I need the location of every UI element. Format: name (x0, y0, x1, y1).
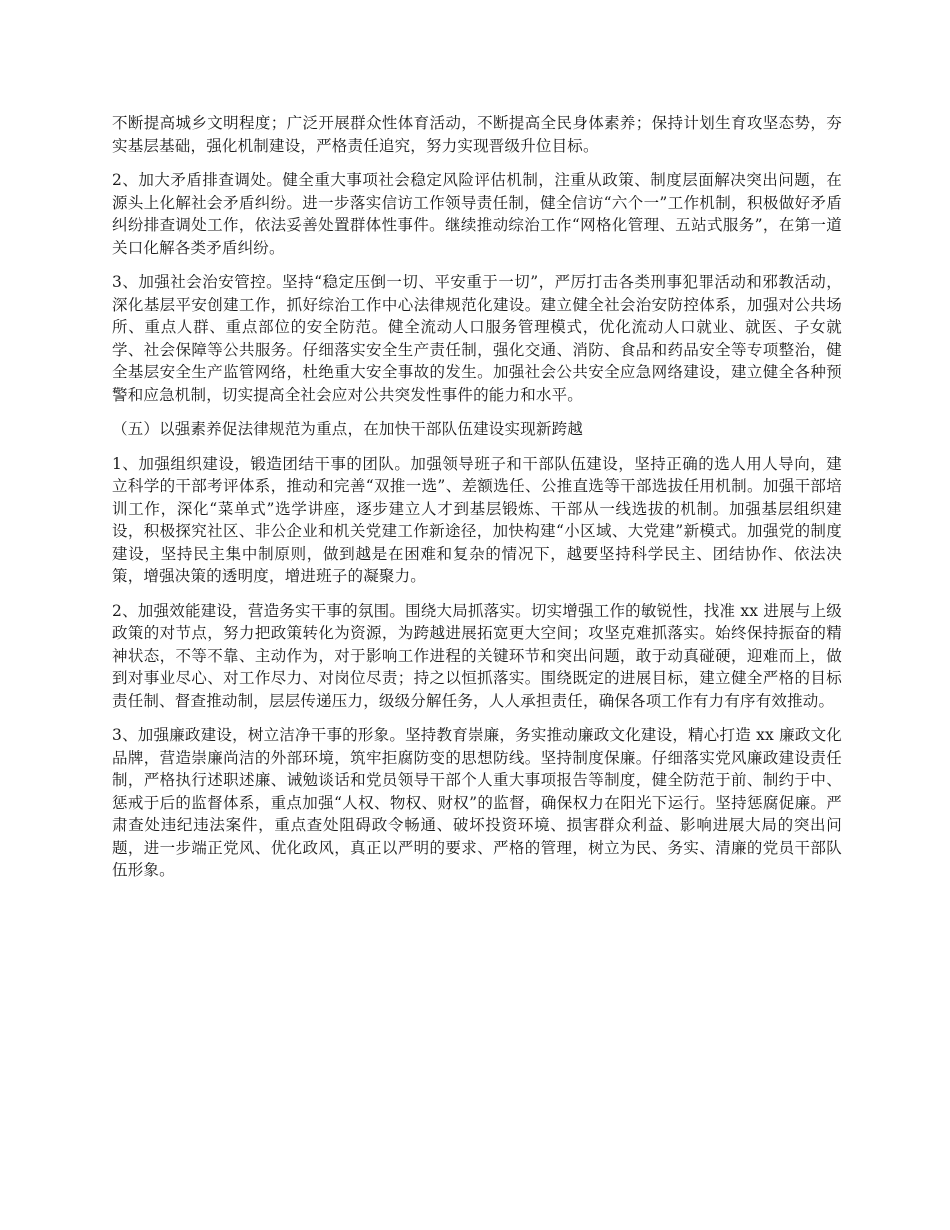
document-body (112, 112, 842, 894)
paragraph-3: 3、加强社会治安管控。坚持“稳定压倒一切、平安重于一切”，严厉打击各类刑事犯罪活动和邪教活动，深化基层平安创建工作，抓好综治工作中心法律规范化建设。建立健全社会治安防控体系，加强对公共场所、重点人群、重点部位的安全防范。健全流动人口服务管理模式，优化流动人口就业、就医、子女就学、社会保障等公共服务。仔细落实安全生产责任制，强化交通、消防、食品和药品安全等专项整治，健全基层安全生产监管网络，杜绝重大安全事故的发生。加强社会公共安全应急网络建设，建立健全各种预警和应急机制，切实提高全社会应对公共突发性事件的能力和水平。 (112, 273, 842, 404)
paragraph-2: 2、加大矛盾排查调处。健全重大事项社会稳定风险评估机制，注重从政策、制度层面解决突出问题，在源头上化解社会矛盾纠纷。进一步落实信访工作领导责任制，健全信访“六个一”工作机制，积极做好矛盾纠纷排查调处工作，依法妥善处置群体性事件。继续推动综治工作“网格化管理、五站式服务”，在第一道关口化解各类矛盾纠纷。 (112, 171, 842, 257)
paragraph-6: 2、加强效能建设，营造务实干事的氛围。围绕大局抓落实。切实增强工作的敏锐性，找准 xx 进展与上级政策的对节点，努力把政策转化为资源，为跨越进展拓宽更大空间；攻坚克难抓落实。始终保持振奋的精神状态，不等不靠、主动作为，对于影响工作进程的关键环节和突出问题，敢于动真碰硬，迎难而上，做到对事业尽心、对工作尽力、对岗位尽责；持之以恒抓落实。围绕既定的进展目标，建立健全严格的目标责任制、督查推动制，层层传递压力，级级分解任务，人人承担责任，确保各项工作有力有序有效推动。 (112, 601, 842, 710)
section-heading: （五）以强素养促法律规范为重点，在加快干部队伍建设实现新跨越 (112, 420, 584, 438)
paragraph-5: 1、加强组织建设，锻造团结干事的团队。加强领导班子和干部队伍建设，坚持正确的选人用人导向，建立科学的干部考评体系，推动和完善“双推一选”、差额选任、公推直选等干部选拔任用机制。加强干部培训工作，深化“菜单式”选学讲座，逐步建立人才到基层锻炼、干部从一线选拔的机制。加强基层组织建设，积极探究社区、非公企业和机关党建工作新途径，加快构建“小区域、大党建”新模式。加强党的制度建设，坚持民主集中制原则，做到越是在困难和复杂的情况下，越要坚持科学民主、团结协作、依法决策，增强决策的透明度，增进班子的凝聚力。 (112, 454, 842, 585)
paragraph-7: 3、加强廉政建设，树立洁净干事的形象。坚持教育崇廉，务实推动廉政文化建设，精心打造 xx 廉政文化品牌，营造崇廉尚洁的外部环境，筑牢拒腐防变的思想防线。坚持制度保廉。仔细落实党风廉政建设责任制，严格执行述职述廉、诫勉谈话和党员领导干部个人重大事项报告等制度，健全防范于前、制约于中、惩戒于后的监督体系，重点加强“人权、物权、财权”的监督，确保权力在阳光下运行。坚持惩腐促廉。严肃查处违纪违法案件，重点查处阻碍政令畅通、破坏投资环境、损害群众利益、影响进展大局的突出问题，进一步端正党风、优化政风，真正以严明的要求、严格的管理，树立为民、务实、清廉的党员干部队伍形象。 (112, 726, 842, 879)
paragraph-1: 不断提高城乡文明程度；广泛开展群众性体育活动，不断提高全民身体素养；保持计划生育攻坚态势，夯实基层基础，强化机制建设，严格责任追究，努力实现晋级升位目标。 (112, 114, 842, 155)
